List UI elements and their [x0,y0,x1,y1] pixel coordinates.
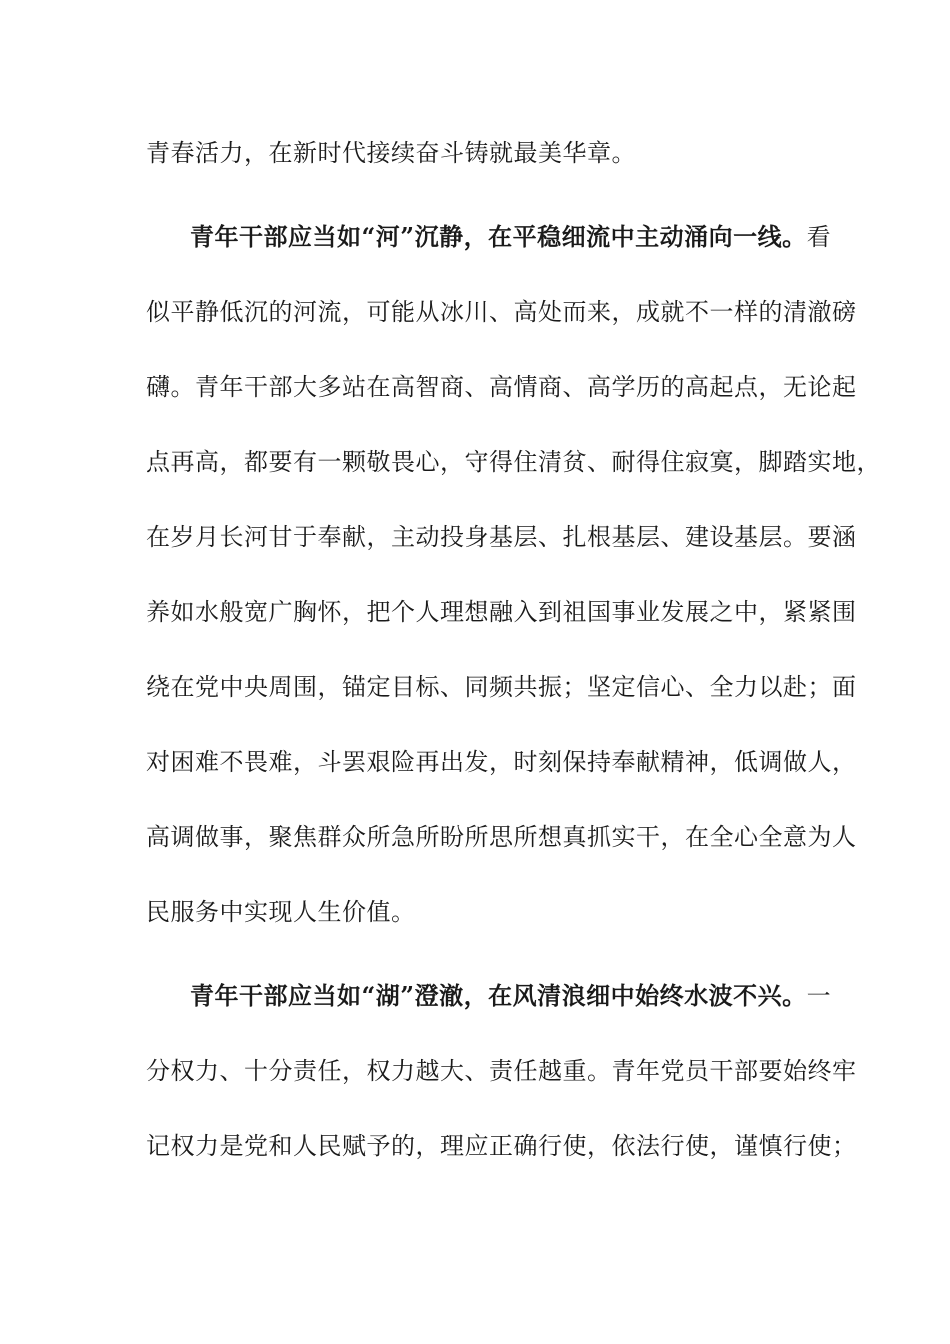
paragraph-3-line-2 [146,1055,857,1087]
paragraph-2-line-4 [146,446,881,478]
line-text: 绕在党中央周围，锚定目标、同频共振；坚定信心、全力以赴；面 [146,673,857,701]
paragraph-2-line-5 [146,521,857,553]
line-text: 高调做事，聚焦群众所急所盼所思所想真抓实干，在全心全意为人 [146,823,857,851]
paragraph-2-line-3 [146,371,857,403]
paragraph-2-line-2 [146,296,857,328]
paragraph-heading: 青年干部应当如“河”沉静，在平稳细流中主动涌向一线。 [190,222,807,251]
paragraph-2-line-8 [146,746,857,778]
line-text: 对困难不畏难，斗罢艰险再出发，时刻保持奉献精神，低调做人， [146,748,857,776]
line-text: 在岁月长河甘于奉献，主动投身基层、扎根基层、建设基层。要涵 [146,523,857,551]
paragraph-heading: 青年干部应当如“湖”澄澈，在风清浪细中始终水波不兴。 [190,981,807,1010]
paragraph-2-line-6 [146,596,857,628]
line-text: 养如水般宽广胸怀，把个人理想融入到祖国事业发展之中，紧紧围 [146,598,857,626]
line-text: 分权力、十分责任，权力越大、责任越重。青年党员干部要始终牢 [146,1057,857,1085]
line-text: 礴。青年干部大多站在高智商、高情商、高学历的高起点，无论起 [146,373,857,401]
paragraph-1-line-1 [146,137,806,169]
paragraph-2-line-10 [146,896,806,928]
paragraph-3-line-1 [190,980,832,1012]
line-text: 青春活力，在新时代接续奋斗铸就最美华章。 [146,139,636,167]
line-text: 记权力是党和人民赋予的，理应正确行使，依法行使，谨慎行使； [146,1132,857,1160]
paragraph-2-line-9 [146,821,857,853]
line-text: 点再高，都要有一颗敬畏心，守得住清贫、耐得住寂寞，脚踏实地， [146,448,881,476]
paragraph-3-line-3 [146,1130,857,1162]
line-text: 一 [806,982,832,1010]
paragraph-2-line-7 [146,671,857,703]
line-text: 看 [806,223,832,251]
paragraph-2-line-1 [190,221,832,253]
line-text: 似平静低沉的河流，可能从冰川、高处而来，成就不一样的清澈磅 [146,298,857,326]
line-text: 民服务中实现人生价值。 [146,898,416,926]
